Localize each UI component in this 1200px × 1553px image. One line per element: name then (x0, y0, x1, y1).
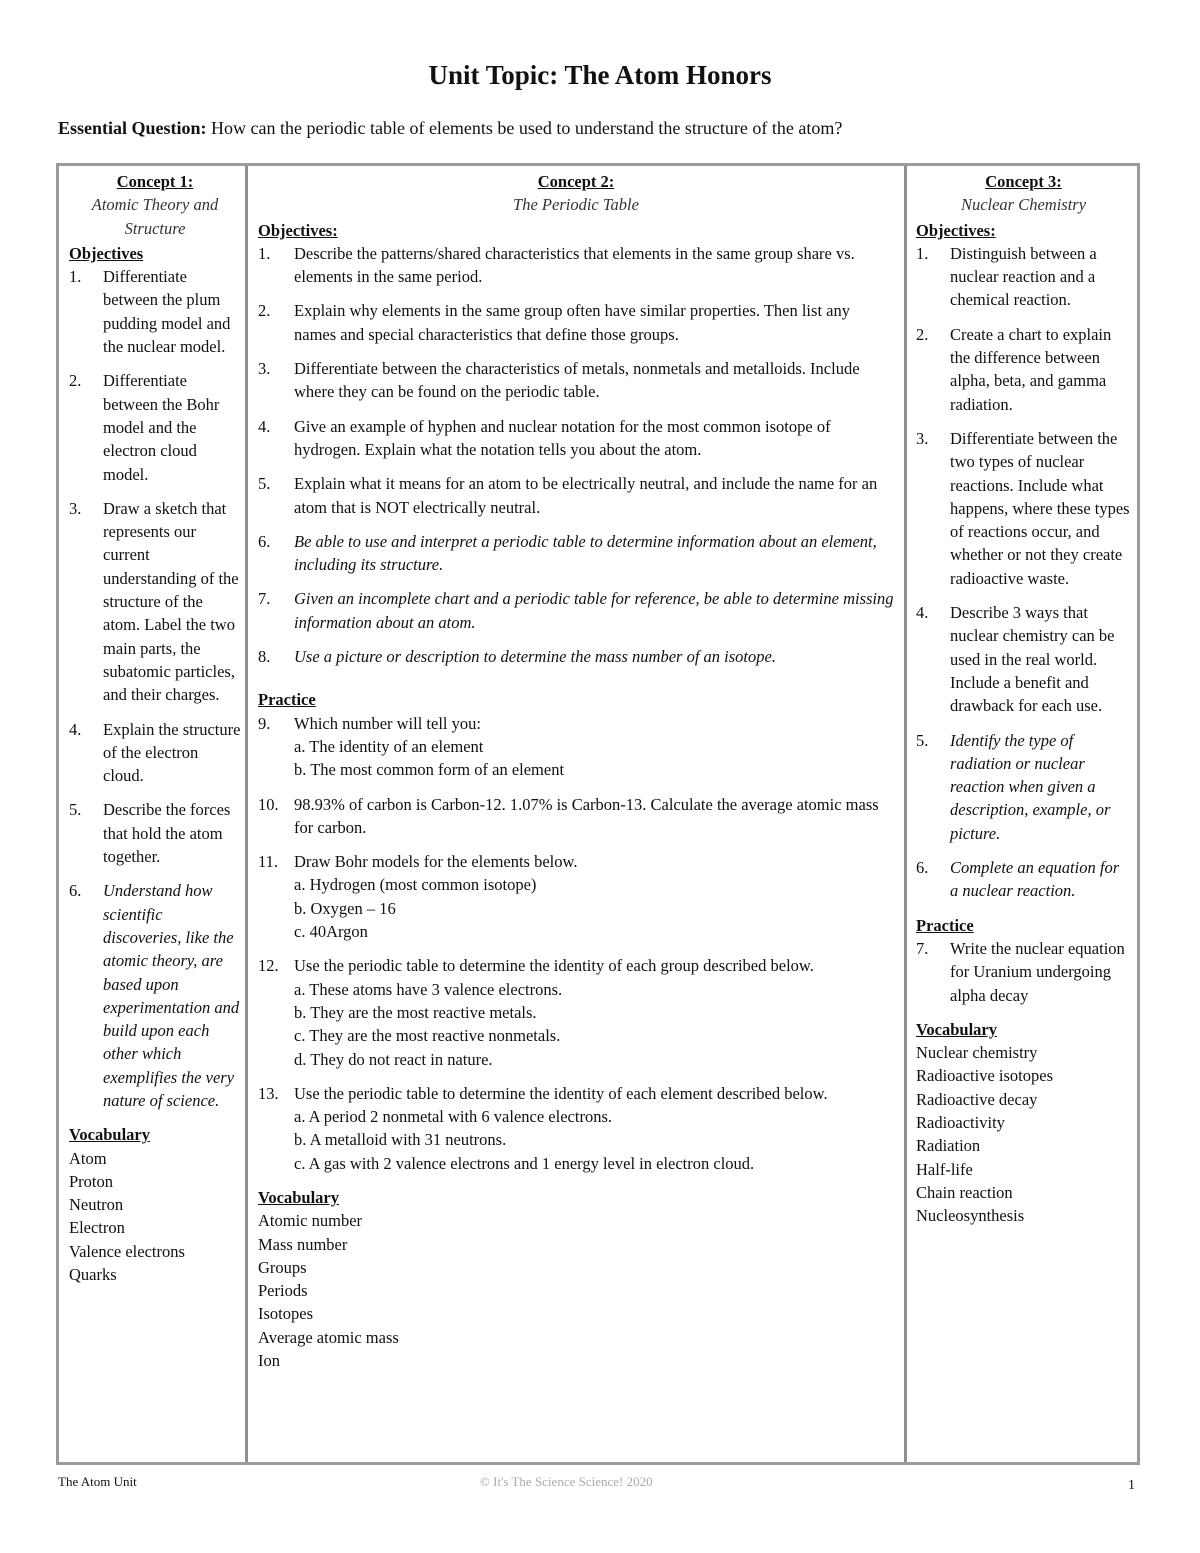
item-text: Describe 3 ways that nuclear chemistry can be used in the real world. Include a benefit and drawback for each use. (950, 603, 1115, 716)
item-number: 12. (258, 956, 279, 976)
concept2-objectives-item (258, 299, 894, 346)
item-number: 2. (69, 371, 82, 391)
item-text: Differentiate between the plum pudding model and the nuclear model. (103, 267, 231, 357)
item-text: Complete an equation for a nuclear reaction. (950, 858, 1120, 901)
item-subpart: b. A metalloid with 31 neutrons. (294, 1130, 507, 1150)
item-number: 4. (258, 416, 271, 436)
concept1-column (59, 166, 248, 1462)
concept1-objectives-item (69, 369, 241, 485)
vocab-term: Atomic number (258, 1211, 363, 1231)
concept3-practice-label: Practice (916, 915, 974, 935)
item-text: Write the nuclear equation for Uranium undergoing alpha decay (950, 938, 1125, 1005)
vocab-term: Radioactive isotopes (916, 1066, 1054, 1086)
item-number: 3. (258, 359, 271, 379)
footer-copyright: © It's The Science Science! 2020 (480, 1474, 653, 1489)
concept2-objectives-label: Objectives: (258, 220, 338, 240)
concept3-objectives-item (916, 856, 1131, 903)
item-subpart: b. They are the most reactive metals. (294, 1002, 537, 1022)
item-number: 4. (916, 603, 929, 623)
vocab-term: Proton (69, 1171, 114, 1191)
concept3-objectives-item (916, 729, 1131, 845)
concept2-subtitle: The Periodic Table (513, 195, 639, 215)
item-subpart: c. A gas with 2 valence electrons and 1 energy level in electron cloud. (294, 1153, 755, 1173)
vocab-term: Radiation (916, 1136, 981, 1156)
concept1-subtitle: Atomic Theory and Structure (91, 195, 219, 238)
essential-question-text: How can the periodic table of elements be used to understand the structure of the atom? (206, 118, 843, 138)
concept1-objectives-item (69, 497, 241, 707)
item-number: 5. (69, 800, 82, 820)
item-number: 2. (916, 324, 929, 344)
concept2-practice-item (258, 712, 894, 782)
footer-page-number: 1 (1128, 1478, 1135, 1493)
vocab-term: Groups (258, 1257, 307, 1277)
item-subpart: c. They are the most reactive nonmetals. (294, 1026, 561, 1046)
vocab-term: Half-life (916, 1159, 973, 1179)
item-text: Explain why elements in the same group often have similar properties. Then list any names and special characteristics that define those groups. (294, 301, 850, 344)
item-number: 6. (69, 881, 82, 901)
concept2-practice (258, 712, 894, 1175)
concept2-vocab (258, 1209, 894, 1372)
concept2-objectives-item (258, 357, 894, 404)
vocab-term: Isotopes (258, 1304, 313, 1324)
footer-unit: The Atom Unit (58, 1474, 137, 1489)
concept3-objectives-item (916, 427, 1131, 590)
item-text: Explain what it means for an atom to be electrically neutral, and include the name for an atom that is NOT electrically neutral. (294, 474, 878, 517)
item-text: Differentiate between the characteristics of metals, nonmetals and metalloids. Include where they can be found on the periodic table. (294, 359, 860, 402)
item-text: Give an example of hyphen and nuclear notation for the most common isotope of hydrogen. Explain what the notation tells you about the atom. (294, 416, 831, 459)
concept3-subtitle: Nuclear Chemistry (960, 195, 1087, 215)
item-number: 13. (258, 1083, 279, 1103)
vocab-term: Mass number (258, 1234, 348, 1254)
concept2-objectives-item (258, 530, 894, 577)
concept1-objectives (69, 265, 241, 1112)
concept2-objectives-item (258, 472, 894, 519)
vocab-term: Valence electrons (69, 1241, 185, 1261)
item-text: Differentiate between the Bohr model and the electron cloud model. (103, 371, 220, 484)
vocab-term: Electron (69, 1218, 125, 1238)
item-number: 7. (258, 589, 271, 609)
concept2-practice-label: Practice (258, 690, 316, 710)
item-subpart: c. 40Argon (294, 922, 368, 942)
item-number: 10. (258, 794, 279, 814)
item-subpart: a. A period 2 nonmetal with 6 valence electrons. (294, 1107, 612, 1127)
concept3-objectives-item (916, 323, 1131, 416)
item-text: Understand how scientific discoveries, like the atomic theory, are based upon experimentation and build upon each other which exemplifies the very nature of science. (103, 881, 240, 1110)
item-text: Create a chart to explain the difference between alpha, beta, and gamma radiation. (950, 324, 1112, 414)
concept3-objectives-item (916, 242, 1131, 312)
item-number: 6. (916, 858, 929, 878)
concept3-practice (916, 937, 1131, 1007)
concept-table (56, 163, 1140, 1465)
item-subpart: b. The most common form of an element (294, 760, 565, 780)
item-text: Use a picture or description to determine the mass number of an isotope. (294, 647, 776, 667)
item-text: Given an incomplete chart and a periodic table for reference, be able to determine missing information about an atom. (294, 589, 894, 632)
concept3-objectives-item (916, 601, 1131, 717)
concept3-column (907, 166, 1137, 1462)
vocab-term: Atom (69, 1148, 107, 1168)
item-text: Differentiate between the two types of nuclear reactions. Include what happens, where these types of reactions occur, and whether or not they create radioactive waste. (950, 428, 1130, 588)
vocab-term: Average atomic mass (258, 1327, 399, 1347)
concept2-objectives-item (258, 415, 894, 462)
item-number: 2. (258, 301, 271, 321)
concept2-practice-item (258, 793, 894, 840)
essential-question-label: Essential Question: (58, 118, 207, 138)
item-subpart: a. The identity of an element (294, 736, 484, 756)
item-number: 1. (258, 243, 271, 263)
concept1-objectives-item (69, 265, 241, 358)
concept2-heading: Concept 2: (537, 172, 615, 191)
concept3-heading: Concept 3: (985, 172, 1062, 191)
item-number: 7. (916, 938, 929, 958)
item-number: 1. (916, 243, 929, 263)
item-text: Which number will tell you: (294, 713, 481, 733)
item-text: Draw Bohr models for the elements below. (294, 852, 578, 872)
concept2-column (248, 166, 907, 1462)
concept3-practice-item (916, 937, 1131, 1007)
concept1-objectives-item (69, 798, 241, 868)
item-number: 5. (258, 474, 271, 494)
concept1-objectives-label: Objectives (69, 243, 144, 263)
concept2-objectives-item (258, 242, 894, 289)
item-subpart: a. Hydrogen (most common isotope) (294, 875, 537, 895)
item-text: Identify the type of radiation or nuclear reaction when given a description, example, or picture. (950, 730, 1111, 843)
item-number: 3. (916, 428, 929, 448)
item-number: 5. (916, 730, 929, 750)
vocab-term: Nuclear chemistry (916, 1043, 1038, 1063)
item-subpart: b. Oxygen – 16 (294, 898, 396, 918)
item-number: 4. (69, 719, 82, 739)
concept2-practice-item (258, 1082, 894, 1175)
vocab-term: Ion (258, 1351, 280, 1371)
item-number: 9. (258, 713, 271, 733)
item-text: Be able to use and interpret a periodic table to determine information about an element, including its structure. (294, 531, 877, 575)
item-number: 1. (69, 267, 82, 287)
concept1-vocab-label: Vocabulary (69, 1125, 150, 1145)
concept1-objectives-item (69, 718, 241, 788)
item-number: 8. (258, 647, 271, 667)
concept2-objectives-item (258, 645, 894, 668)
vocab-term: Radioactivity (916, 1112, 1005, 1132)
concept1-heading: Concept 1: (116, 172, 194, 191)
item-number: 11. (258, 852, 279, 872)
concept3-vocab (916, 1041, 1131, 1227)
vocab-term: Periods (258, 1281, 308, 1301)
item-number: 3. (69, 498, 82, 518)
concept2-objectives-item (258, 587, 894, 634)
item-text: Explain the structure of the electron cloud. (103, 719, 241, 786)
item-text: Describe the patterns/shared characteristics that elements in the same group share vs. elements in the same period. (294, 243, 855, 287)
concept3-objectives-label: Objectives: (916, 220, 996, 240)
vocab-term: Neutron (69, 1195, 124, 1215)
vocab-term: Quarks (69, 1265, 117, 1285)
item-text: Use the periodic table to determine the identity of each element described below. (294, 1083, 828, 1103)
vocab-term: Chain reaction (916, 1182, 1013, 1202)
vocab-term: Radioactive decay (916, 1089, 1038, 1109)
item-text: Draw a sketch that represents our current understanding of the structure of the atom. Label the two main parts, the subatomic particles, and their charges. (103, 498, 239, 705)
item-text: 98.93% of carbon is Carbon-12. 1.07% is Carbon-13. Calculate the average atomic mass for carbon. (294, 794, 879, 837)
item-number: 6. (258, 531, 271, 551)
concept2-practice-item (258, 954, 894, 1070)
item-subpart: d. They do not react in nature. (294, 1049, 493, 1069)
concept2-vocab-label: Vocabulary (258, 1187, 339, 1207)
concept1-objectives-item (69, 879, 241, 1112)
page-title: Unit Topic: The Atom Honors (428, 60, 772, 90)
vocab-term: Nucleosynthesis (916, 1206, 1025, 1226)
item-text: Describe the forces that hold the atom together. (103, 800, 231, 867)
concept2-practice-item (258, 850, 894, 943)
concept3-vocab-label: Vocabulary (916, 1019, 997, 1039)
item-text: Distinguish between a nuclear reaction and a chemical reaction. (950, 243, 1097, 310)
concept1-vocab (69, 1147, 241, 1287)
item-text: Use the periodic table to determine the identity of each group described below. (294, 956, 814, 976)
essential-question (58, 118, 1148, 139)
item-subpart: a. These atoms have 3 valence electrons. (294, 979, 563, 999)
concept2-objectives (258, 242, 894, 668)
concept3-objectives (916, 242, 1131, 903)
